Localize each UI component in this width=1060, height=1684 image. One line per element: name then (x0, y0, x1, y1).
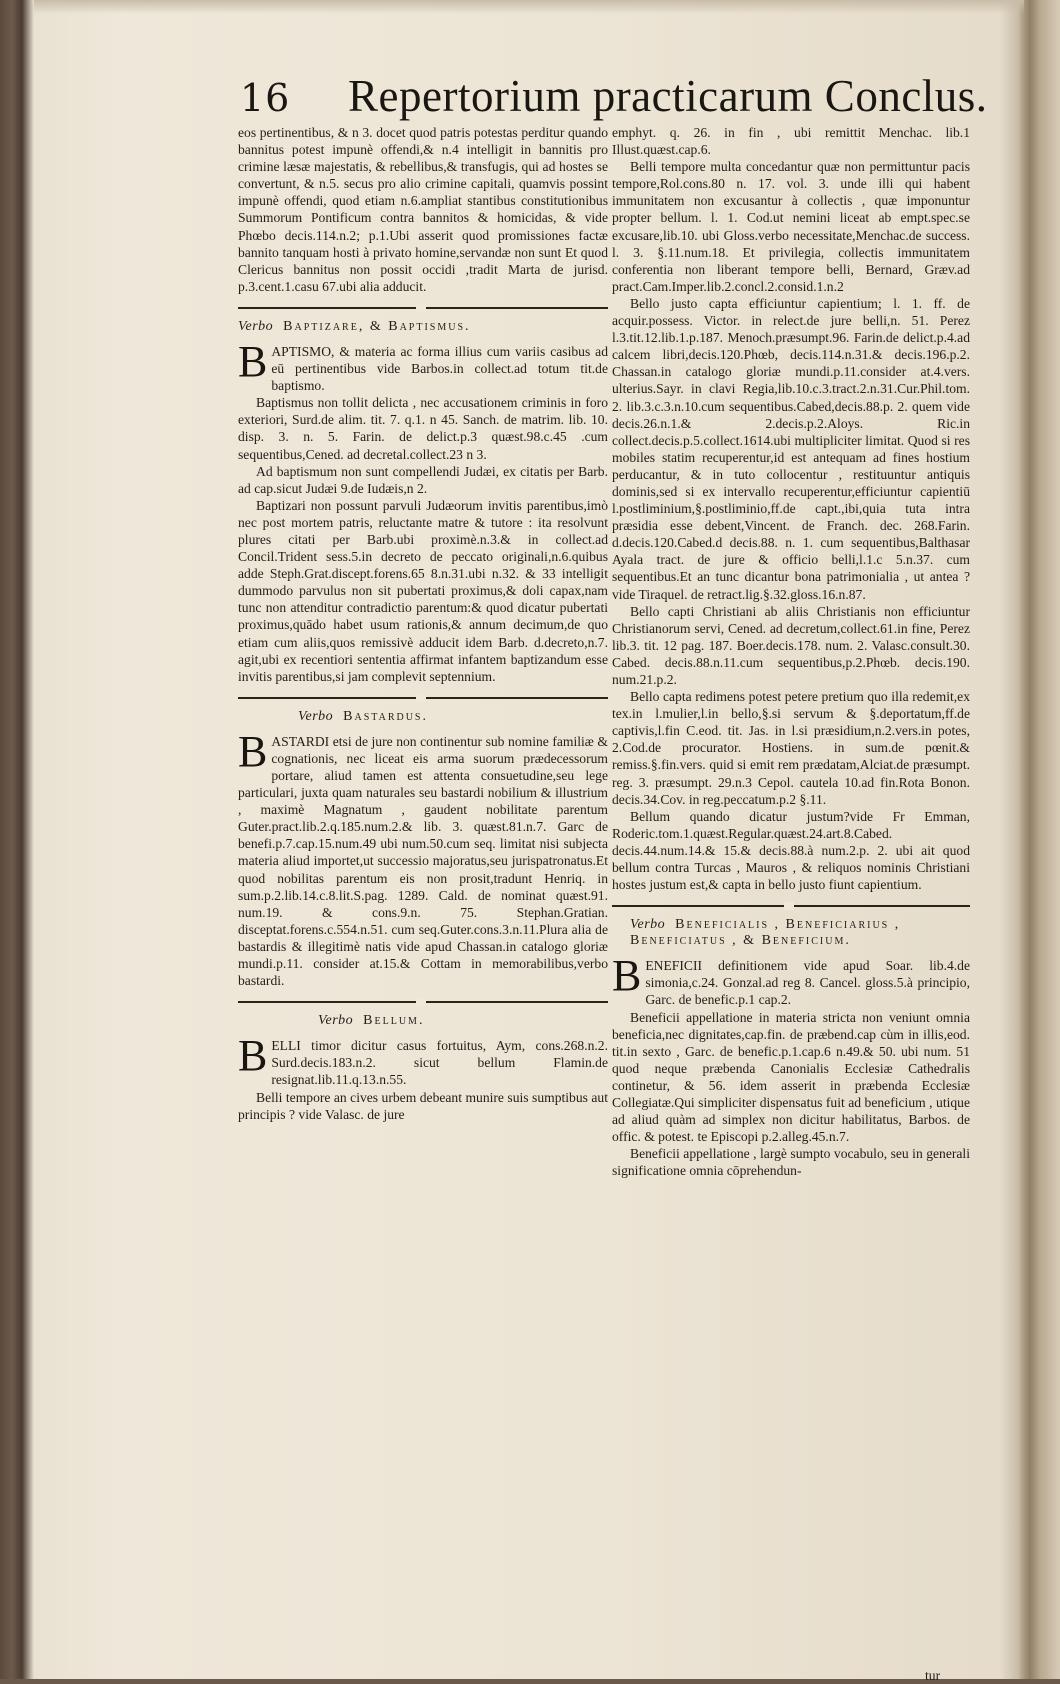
section-divider (238, 307, 608, 309)
paragraph-text: APTISMO, & materia ac forma illius cum variis casibus ad eū pertinentibus vide Barbos.in collect.ad totum tit.de baptismo. (271, 343, 608, 394)
heading-verbo: Verbo (318, 1013, 354, 1029)
drop-cap: B (238, 1031, 268, 1081)
section-divider (612, 905, 970, 907)
paragraph-baptizari: Baptizari non possunt parvuli Judæorum invitis parentibus,imò nec post mortem patris, reluctante matre & tutore : ita resolvunt plures citati per Barb.ubi proximè.n.3.& in collect.ad Concil.Trident sess.5.in decreto de peccato originali,n.6.quibus adde Steph.Grat.discept.forens.65 8.n.31.ubi n.32. & 33 intelligit dummodo parvulus non sit pubertati proximus,& doli capax,nam tunc non attenditur contradictio parentum:& quod dicatur pubertati proximus,quādo habet usum rationis,& annum decimum,de quo etiam cum aliis,quos remissivè adducit idem Barb. d.decreto,n.7. agit,ubi ex recentiori sententia affirmat infantem baptizandum esse invitis parentibus,si jam complevit septennium. (238, 497, 608, 684)
paragraph-emphyt: emphyt. q. 26. in fin , ubi remittit Menchac. lib.1 Illust.quæst.cap.6. (612, 125, 970, 158)
paragraph-text: ENEFICII definitionem vide apud Soar. lib.4.de simonia,c.24. Gonzal.ad reg 8. Cancel. gloss.5.à principio, Garc. de benefic.p.1 cap.2. (645, 958, 970, 1008)
drop-cap: B (238, 336, 268, 386)
left-column (238, 124, 608, 1123)
page-number: 16 (240, 76, 291, 120)
section-heading-baptizare (238, 319, 608, 335)
section-divider (238, 697, 608, 699)
catchword: tur (925, 1668, 941, 1683)
right-column (612, 124, 970, 1179)
paragraph-bastardi (238, 726, 608, 989)
paragraph-bellum-justum: Bellum quando dicatur justum?vide Fr Emman, Roderic.tom.1.quæst.Regular.quæst.24.art.8.Cabed. decis.44.num.14.& 15.& decis.88.à num.2.p. 2. ubi ait quod bellum contra Turcas , Mauros , & reliquos nominis Christiani hostes justum est,& capta in bello justo fiunt capientium. (612, 808, 970, 893)
paragraph-belli (238, 1031, 608, 1088)
page-shadow (34, 0, 1024, 14)
drop-cap: B (238, 726, 268, 776)
paragraph-bello-capti: Bello capti Christiani ab aliis Christianis non efficiuntur Christianorum servi, Cened. ad decretum,collect.61.in fine, Perez lib.3. tit. 12 pag. 187. Boer.decis.178. num. 2. Valasc.consult.30. Cabed. decis.88.n.11.cum sequentibus,p.2.Phœb. decis.190. num.21.p.2. (612, 603, 970, 687)
heading-term: Bellum. (363, 1013, 425, 1029)
paragraph-text: ASTARDI etsi de jure non continentur sub nomine familiæ & cognationis, nec liceat eis arma suorum prædecessorum portare, aliud tamen est attenta consuetudine,seu lege particulari, juxta quam naturales seu bastardi nobilium & illustrium , maximè Magnatum , gaudent nobilitate parentum Guter.pract.lib.2.q.185.num.2.& lib. 3. quæst.81.n.7. Garc de benefi.p.7.cap.15.num.49 ubi num.50.cum seq. limitat nisi subjecta materia aliud importet,ut successio majoratus,seu jurispatronatus.Et quod nobilitas parentum eis non prosit,tradunt Henriq. in sum.p.2.lib.14.c.8.lit.S.pag. 1289. Cald. de nominat quæst.91. num.19. & cons.9.n. 75. Stephan.Gratian. disceptat.forens.c.554.n.51. cum seq.Guter.cons.3.n.11.Plura alia de bastardis & illegitimè natis vide apud Chassan.in catalogo gloriæ mundi.p.11. consider at.15.& Cottam in memorabilibus,verbo bastardi. (238, 733, 608, 989)
paragraph-bello-justo: Bello justo capta efficiuntur capientium; l. 1. ff. de acquir.possess. Victor. in relect.de jure belli,n. 51. Perez l.3.tit.12.lib.1.p.187. Menoch.præsumpt.96. Farin.de delict.p.4.ad calcem libri,decis.120.Phœb, decis.114.n.31.& decis.196.p.2. Chassan.in catalogo gloriæ mundi.p.11.consider at.4.vers. ulterius.Sayr. in clavi Regia,lib.10.c.3.tract.2.n.31.Cur.Phil.tom. 2. lib.3.c.3.n.10.cum sequentibus.Cabed,decis.88.p. 2. quem vide decis.26.n.1.& 2.decis.p.2.Aloys. Ric.in collect.decis.p.5.collect.1614.ubi multipliciter limitat. Quod si res mobiles statim recuperentur,id est antequam ad fines hostium perducantur, & in tuto collocentur , restituuntur antiquis dominis,sed si ex intervallo recuperentur,efficiuntur capientiū l.postliminium,§.postliminio,ff.de capt.,ibi,quia tuta intra præsidia esse debent,Vincent. de Franch. dec. 268.Farin. d.decis.120.Cabed.d decis.88. n. 1. cum sequentibus,Balthasar Ayala tract. de jure & officio belli,l.1.c 5.n.37. cum sequentibus.Et an tunc dicantur bona patrimonialia , ut antea ? vide Tiraquel. de retract.lig.§.32.gloss.16.n.87. (612, 295, 970, 602)
paragraph-baptismus: Baptismus non tollit delicta , nec accusationem criminis in foro exteriori, Surd.de alim. tit. 7. q.1. n 45. Sanch. de matrim. lib. 10. disp. 3. n. 5. Farin. de delict.p.3 quæst.98.c.45 .cum sequentibus,Cened. ad decretal.collect.23 n 3. (238, 395, 608, 462)
paragraph-beneficii-appellatione: Beneficii appellatione in materia stricta non veniunt omnia beneficia,nec dignitates,cap.fin. de præbend.cap cùm in illis,eod. tit.in sexto , Garc. de benefic.p.1.cap.6 n.49.& 50. ubi num. 51 quod neque præbenda Canonialis Ecclesiæ Cathedralis continetur, & 56. idem asserit in præbenda Ecclesiæ Collegiatæ.Qui simpliciter dispensatus fuit ad beneficium , utique ad aliud quàm ad simplex non dicitur habilitatus, Barbos. de offic. & potest. te Episcopi p.2.alleg.45.n.7. (612, 1009, 970, 1145)
paragraph-belli-tempore: Belli tempore an cives urbem debeant munire suis sumptibus aut principis ? vide Valasc. de jure (238, 1089, 608, 1122)
heading-verbo: Verbo (238, 318, 274, 334)
section-heading-bellum (238, 1013, 608, 1029)
section-heading-beneficialis (612, 917, 970, 949)
running-title: Repertorium practicarum Conclus. (348, 71, 988, 121)
heading-verbo: Verbo (298, 708, 334, 724)
drop-cap: B (612, 951, 642, 1001)
page-header (240, 70, 988, 130)
paragraph-bello-capta-redimens: Bello capta redimens potest petere pretium quo illa redemit,ex tex.in l.mulier,l.in bello,§.si servum & §.deportatum,ff.de captivis,l.fin C.eod. tit. Jas. in l.si præsidium,n.2.vers.in potes, 2.Cod.de procurator. Hostiens. in sum.de pœnit.& remiss.§.fin.vers. quid si emit rem prædatam,Alciat.de præsumpt. reg. 3. præsumpt. 29.n.3 Cepol. cautela 10.ad fin.Rota Bonon. decis.34.Cov. in reg.peccatum.p.2 §.11. (612, 689, 970, 807)
paragraph-compellendi: Ad baptismum non sunt compellendi Judæi, ex citatis per Barb. ad cap.sicut Judæi 9.de Iudæis,n 2. (238, 463, 608, 496)
paragraph-text: ELLI timor dicitur casus fortuitus, Aym, cons.268.n.2. Surd.decis.183.n.2. sicut bellum Flamin.de resignat.lib.11.q.13.n.55. (271, 1038, 608, 1088)
paragraph-beneficii (612, 951, 970, 1008)
section-divider (238, 1001, 608, 1003)
heading-verbo: Verbo (630, 917, 666, 933)
paragraph-belli-tempore-multa: Belli tempore multa concedantur quæ non permittuntur pacis tempore,Rol.cons.80 n. 17. vol. 3. unde illi qui habent immunitatem non excusantur à collectis , quæ imponuntur propter bellum. l. 1. Cod.ut nemini liceat ab empt.spec.se excusare,lib.10. ubi Gloss.verbo necessitate,Menchac.de success. l. 3. §.11.num.18. Et privilegia, collectis immunitatem conferentia non liberant tempore belli, Bernard, Græv.ad pract.Cam.Imper.lib.2.concl.2.consid.1.n.2 (612, 159, 970, 294)
heading-term: Bastardus. (343, 708, 428, 724)
paragraph-baptismo (238, 336, 608, 394)
paragraph-beneficii-appellatione-large: Beneficii appellatione , largè sumpto vocabulo, seu in generali significatione omnia cōprehendun- (612, 1146, 970, 1179)
heading-term: Beneficialis , Beneficiarius , Beneficiatus , & Beneficium. (630, 917, 901, 949)
paragraph-patris-potestas: eos pertinentibus, & n 3. docet quod patris potestas perditur quando bannitus potest impunè offendi,& n.4 intelligit in bannitis pro crimine læsæ majestatis, & rebellibus,& transfugis, qui ad hostes se convertunt, & n.5. secus pro alio crimine capitali, quamvis possint impunè offendi, quod etiam n.6.ampliat stantibus constitutionibus Summorum Pontificum contra bannitos & homicidas, & vide Phœbo decis.114.n.2; p.1.Ubi asserit quod promissiones factæ bannito tanquam hosti à privato homine,servandæ non sunt Et quod Clericus bannitus non possit occidi ,tradit Marta de jurisd. p.3.cent.1.casu 67.ubi alia adducit. (238, 125, 608, 294)
section-heading-bastardus (238, 709, 608, 725)
heading-term: Baptizare, & Baptismus. (283, 318, 471, 334)
